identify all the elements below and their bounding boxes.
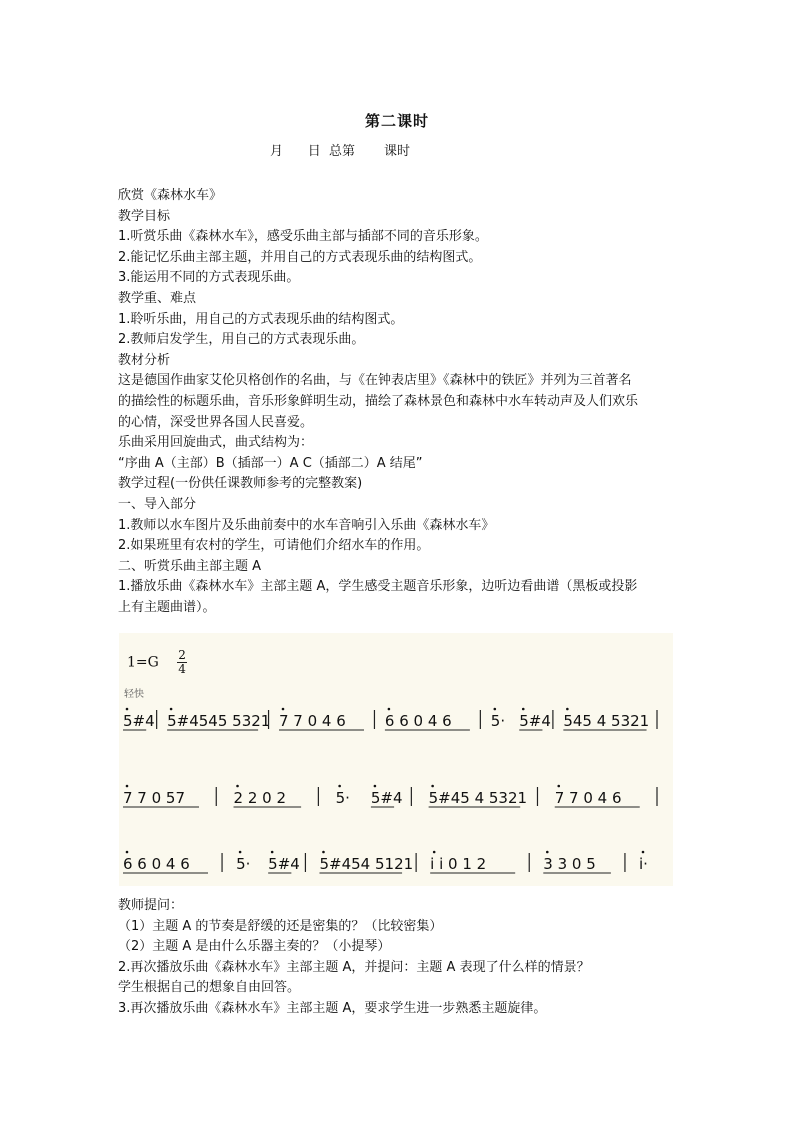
octave-dot [322, 851, 325, 854]
octave-dot [522, 708, 525, 711]
octave-dot [433, 851, 436, 854]
note-group: 5#4545 5321 [167, 712, 271, 730]
music-score [119, 633, 673, 886]
lesson-body-continued [118, 896, 678, 1020]
text-line: 的心情，深受世界各国人民喜爱。 [118, 414, 314, 430]
lesson-body [118, 186, 678, 618]
time-numerator: 2 [178, 648, 186, 662]
tempo-marking: 轻快 [124, 689, 144, 700]
text-line: （1）主题 A 的节奏是舒缓的还是密集的？（比较密集） [118, 918, 443, 934]
note-group: 2 2 0 2 [233, 789, 287, 807]
text-line: 教师提问： [118, 898, 184, 913]
note-group: 5#4 [268, 855, 300, 873]
octave-dot [494, 708, 497, 711]
text-line: 的描绘性的标题乐曲，音乐形象鲜明生动，描绘了森林景色和森林中水车转动声及人们欢乐 [118, 393, 639, 409]
text-line: 这是德国作曲家艾伦贝格创作的名曲，与《在钟表店里》《森林中的铁匠》并列为三首著名 [118, 373, 632, 389]
octave-dot [282, 708, 285, 711]
text-line: 欣赏《森林水车》 [118, 188, 223, 203]
note-group: 3 3 0 5 [543, 855, 596, 873]
note-group: 6 6 0 4 6 [384, 712, 452, 730]
time-denominator: 4 [178, 662, 186, 676]
text-line: 1.听赏乐曲《森林水车》，感受乐曲主部与插部不同的音乐形象。 [118, 229, 488, 245]
note-group: 5· [335, 789, 350, 807]
dateline: 月 日 总第 课时 [270, 144, 410, 159]
note-group: 7 7 0 57 [123, 789, 186, 807]
octave-dot [239, 851, 242, 854]
text-line: 3.再次播放乐曲《森林水车》主部主题 A，要求学生进一步熟悉主题旋律。 [118, 1000, 547, 1016]
note-group: 545 4 5321 [563, 712, 650, 730]
octave-dot [374, 785, 377, 788]
octave-dot [566, 708, 569, 711]
octave-dot [126, 785, 129, 788]
octave-dot [338, 785, 341, 788]
octave-dot [126, 851, 129, 854]
text-line: 2.能记忆乐曲主部主题，并用自己的方式表现乐曲的结构图式。 [118, 249, 482, 265]
text-line: 2.再次播放乐曲《森林水车》主部主题 A，并提问：主题 A 表现了什么样的情景？ [118, 959, 590, 975]
octave-dot [557, 785, 560, 788]
note-group: 5#4 [370, 789, 403, 807]
text-line: 2.如果班里有农村的学生，可请他们介绍水车的作用。 [118, 538, 430, 554]
note-group: 5#454 5121 [319, 855, 414, 873]
text-line: 1.播放乐曲《森林水车》主部主题 A，学生感受主题音乐形象，边听边看曲谱（黑板或投影 [118, 579, 638, 595]
section-heading: 一、导入部分 [118, 496, 197, 512]
text-line: 乐曲采用回旋曲式，曲式结构为： [118, 435, 314, 451]
score-notation [119, 633, 673, 886]
section-heading: 教材分析 [118, 352, 171, 368]
octave-dot [236, 785, 239, 788]
note-group: 5· [490, 712, 506, 730]
text-line: 2.教师启发学生，用自己的方式表现乐曲。 [118, 332, 365, 348]
octave-dot [546, 851, 549, 854]
key-label: 1=G [127, 654, 159, 671]
text-line: “序曲 A（主部）B（插部一）A C（插部二）A 结尾” [118, 455, 423, 471]
section-heading: 教学目标 [118, 208, 171, 224]
section-heading: 教学过程(一份供任课教师参考的完整教案) [118, 476, 363, 492]
octave-dot [431, 785, 434, 788]
octave-dot [126, 708, 129, 711]
section-heading: 二、听赏乐曲主部主题 A [118, 558, 262, 574]
page-title: 第二课时 [364, 112, 429, 130]
text-line: 学生根据自己的想象自由回答。 [118, 980, 301, 996]
text-line: 3.能运用不同的方式表现乐曲。 [118, 270, 300, 286]
octave-dot [271, 851, 274, 854]
note-group: 7 7 0 4 6 [279, 712, 346, 730]
note-group: 5· [236, 855, 251, 873]
octave-dot [388, 708, 391, 711]
note-group: i· [639, 855, 648, 873]
note-group: i i 0 1 2 [430, 855, 487, 873]
note-group: 7 7 0 4 6 [554, 789, 622, 807]
text-line: （2）主题 A 是由什么乐器主奏的？（小提琴） [118, 939, 391, 955]
note-group: 6 6 0 4 6 [123, 855, 190, 873]
text-line: 1.教师以水车图片及乐曲前奏中的水车音响引入乐曲《森林水车》 [118, 517, 495, 533]
section-heading: 教学重、难点 [118, 290, 197, 306]
text-line: 上有主题曲谱）。 [118, 599, 216, 615]
note-group: 5#4 [123, 712, 155, 730]
text-line: 1.聆听乐曲，用自己的方式表现乐曲的结构图式。 [118, 311, 404, 327]
octave-dot [642, 851, 645, 854]
octave-dot [170, 708, 173, 711]
note-group: 5#4 [519, 712, 551, 730]
note-group: 5#45 4 5321 [428, 789, 528, 807]
